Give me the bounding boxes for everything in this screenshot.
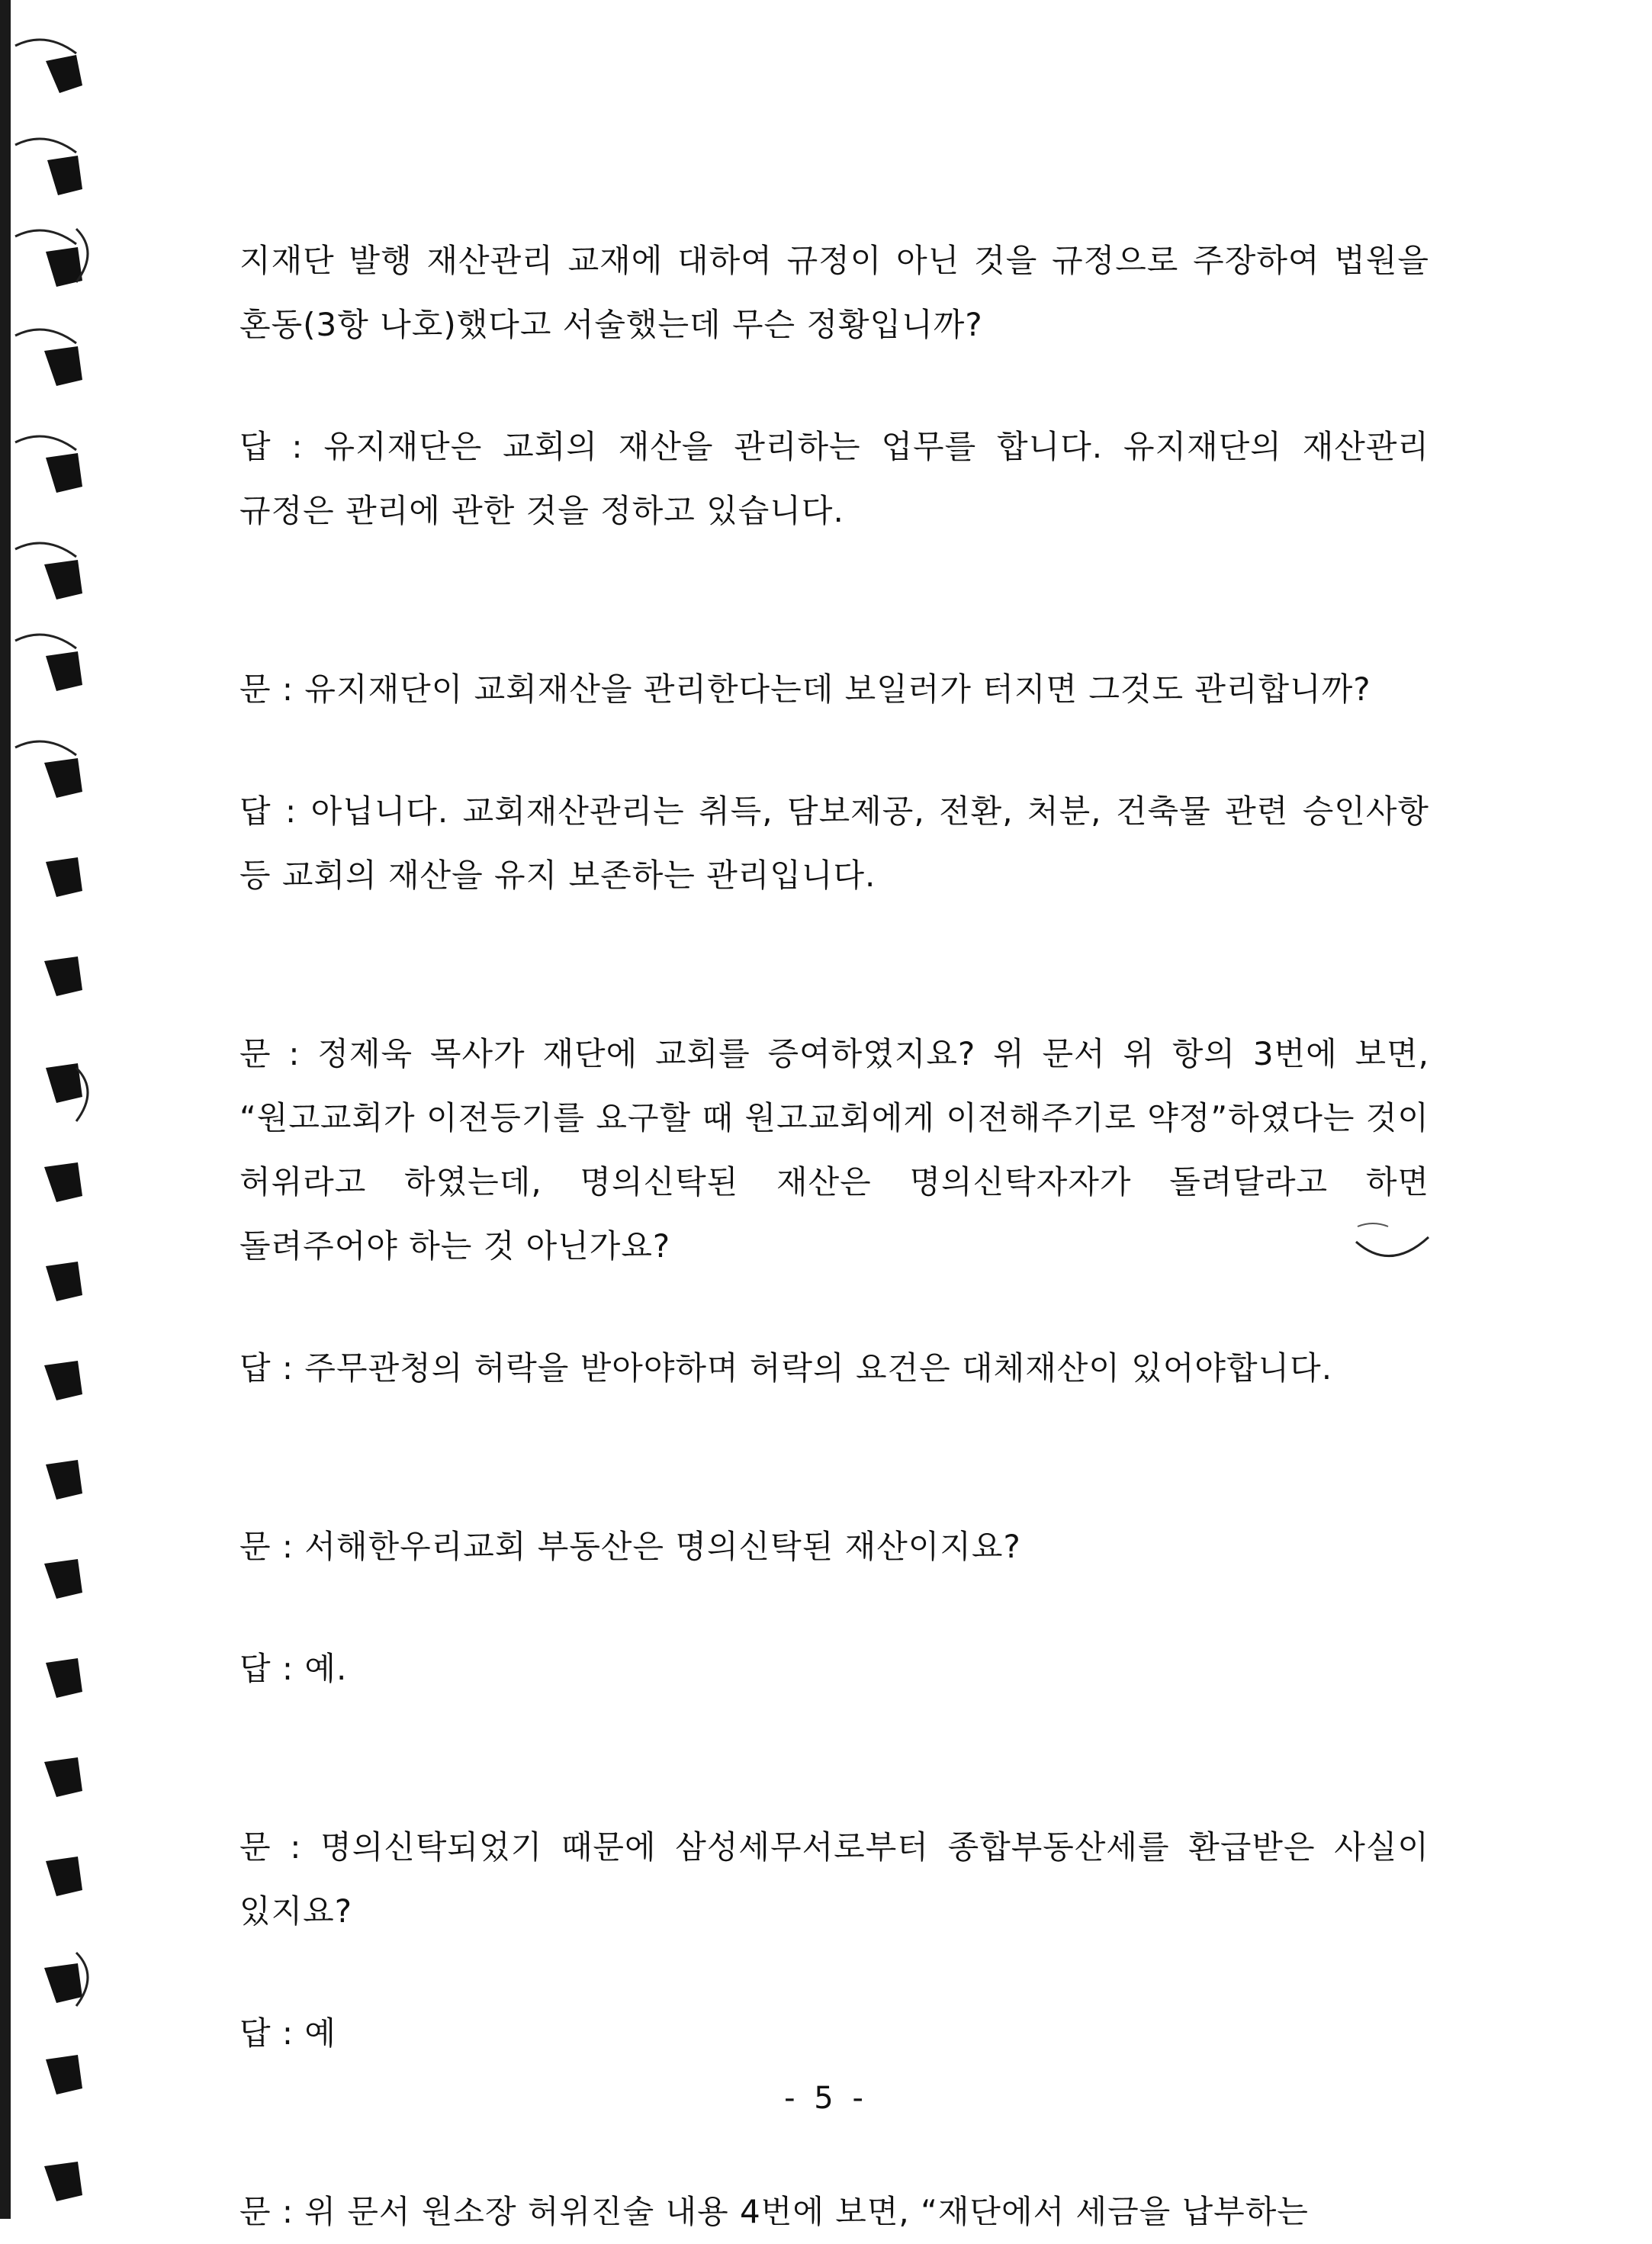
spiral-binding [0, 0, 107, 2219]
paragraph-answer: 답 : 아닙니다. 교회재산관리는 취득, 담보제공, 전환, 처분, 건축물 관련 승인사항 등 교회의 재산을 유지 보존하는 관리입니다. [239, 792, 1441, 894]
paragraph-question: 문 : 서해한우리교회 부동산은 명의신탁된 재산이지요? [239, 1528, 1021, 1565]
paragraph-answer: 답 : 예 [239, 2014, 336, 2052]
paragraph-question: 문 : 위 문서 원소장 허위진술 내용 4번에 보면, “재단에서 세금을 납부하는 [239, 2193, 1309, 2230]
page-number: - 5 - [784, 2081, 868, 2116]
paragraph-question-continued: 지재단 발행 재산관리 교재에 대하여 규정이 아닌 것을 규정으로 주장하여 법원을 혼동(3항 나호)했다고 서술했는데 무슨 정황입니까? [239, 242, 1441, 343]
paragraph-question: 문 : 유지재단이 교회재산을 관리한다는데 보일러가 터지면 그것도 관리합니까? [239, 670, 1371, 708]
paragraph-answer: 답 : 예. [239, 1650, 348, 1687]
handwritten-stamp-mark [1350, 1219, 1434, 1265]
paragraph-answer: 답 : 유지재단은 교회의 재산을 관리하는 업무를 합니다. 유지재단의 재산관리 규정은 관리에 관한 것을 정하고 있습니다. [239, 428, 1441, 529]
paragraph-question: 문 : 명의신탁되었기 때문에 삼성세무서로부터 종합부동산세를 환급받은 사실이 있지요? [239, 1828, 1441, 1930]
document-body [239, 229, 1441, 2244]
paragraph-question: 문 : 정제욱 목사가 재단에 교회를 증여하였지요? 위 문서 위 항의 3번에 보면, “원고교회가 이전등기를 요구할 때 원고교회에게 이전해주기로 약정”하였다는 것이 허위라고 하였는데, 명의신탁된 재산은 명의신탁자자가 돌려달라고 하면 돌려주어야 하는 것 아닌가요? [239, 1035, 1441, 1265]
paragraph-answer: 답 : 주무관청의 허락을 받아야하며 허락의 요건은 대체재산이 있어야합니다. [239, 1349, 1333, 1387]
